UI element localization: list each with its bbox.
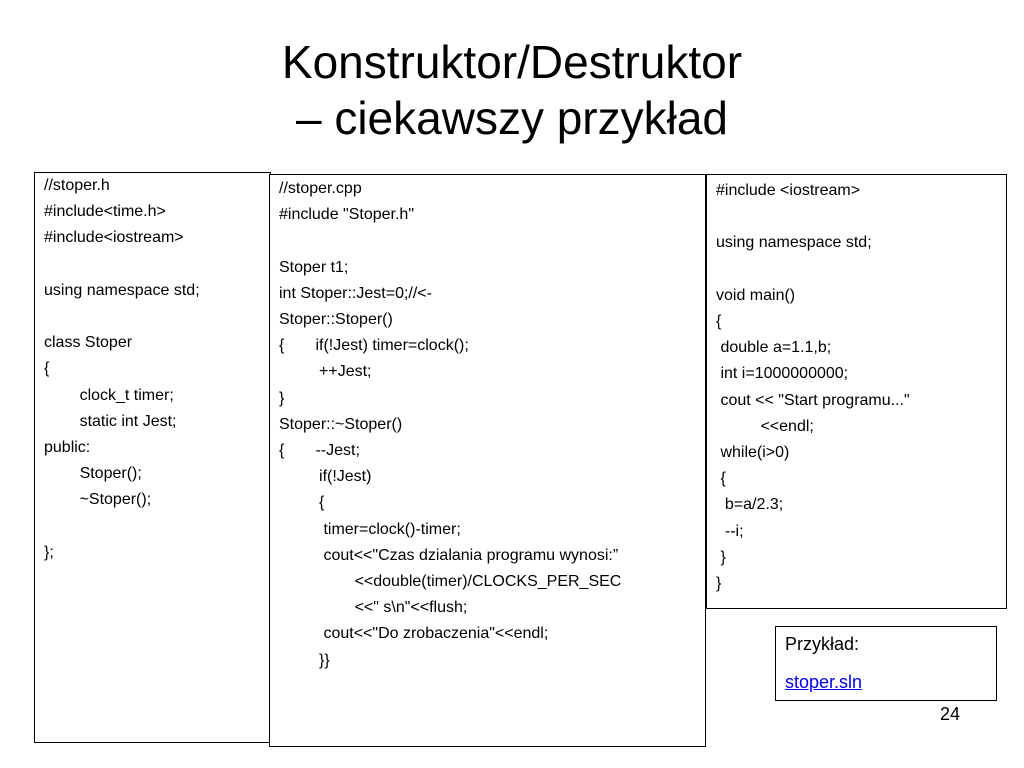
main-code-box: [706, 174, 1007, 609]
code-line: {: [716, 313, 722, 330]
code-line: //stoper.cpp: [279, 180, 362, 197]
example-label: Przykład:: [785, 634, 860, 654]
code-line: <<" s\n"<<flush;: [279, 599, 468, 617]
page-number: 24: [940, 704, 961, 724]
code-line: while(i>0): [716, 444, 790, 461]
code-line: };: [44, 543, 54, 561]
code-line: cout<<"Czas dzialania programu wynosi:”: [279, 546, 619, 564]
code-line: int i=1000000000;: [716, 365, 849, 383]
code-line: { if(!Jest) timer=clock();: [279, 337, 469, 355]
code-line: }: [279, 389, 285, 407]
code-line: cout<<"Do zrobaczenia"<<endl;: [279, 625, 549, 643]
code-line: b=a/2.3;: [716, 496, 784, 514]
code-line: cout << "Start programu...": [716, 391, 910, 409]
code-line: static int Jest;: [44, 412, 177, 430]
code-line: ++Jest;: [279, 363, 372, 381]
code-line: }: [716, 548, 726, 566]
code-line: {: [44, 360, 50, 378]
code-line: <<double(timer)/CLOCKS_PER_SEC: [279, 573, 622, 590]
slide-title: [0, 34, 1024, 146]
code-line: clock_t timer;: [44, 386, 174, 404]
code-line: #include<iostream>: [44, 229, 184, 247]
code-line: Stoper();: [44, 465, 142, 483]
code-line: double a=1.1,b;: [716, 339, 832, 357]
code-line: { --Jest;: [279, 442, 360, 459]
code-line: int Stoper::Jest=0;//<-: [279, 284, 432, 302]
code-line: //stoper.h: [44, 177, 110, 194]
code-line: Stoper t1;: [279, 258, 349, 276]
example-link[interactable]: stoper.sln: [785, 672, 863, 692]
code-line: <<endl;: [716, 417, 814, 435]
code-line: #include "Stoper.h": [279, 206, 415, 224]
code-line: }: [716, 575, 722, 592]
header-code-box: [34, 172, 271, 743]
code-line: }}: [279, 651, 330, 669]
example-box: [775, 626, 997, 701]
code-line: #include<time.h>: [44, 203, 166, 221]
code-line: {: [716, 470, 726, 488]
title-line-1: Konstruktor/Destruktor: [281, 36, 743, 88]
source-code-box: [269, 174, 706, 747]
code-line: public:: [44, 439, 91, 456]
code-line: if(!Jest): [279, 468, 372, 486]
code-line: Stoper::Stoper(): [279, 311, 393, 328]
code-line: using namespace std;: [716, 234, 872, 252]
code-line: void main(): [716, 286, 796, 304]
title-line-2: – ciekawszy przykład: [295, 92, 729, 144]
code-line: timer=clock()-timer;: [279, 520, 461, 538]
code-line: {: [279, 494, 325, 512]
code-line: class Stoper: [44, 334, 133, 352]
code-line: ~Stoper();: [44, 491, 152, 509]
code-line: --i;: [716, 522, 744, 540]
code-line: using namespace std;: [44, 281, 200, 299]
code-line: Stoper::~Stoper(): [279, 415, 403, 433]
code-line: #include <iostream>: [716, 182, 861, 199]
